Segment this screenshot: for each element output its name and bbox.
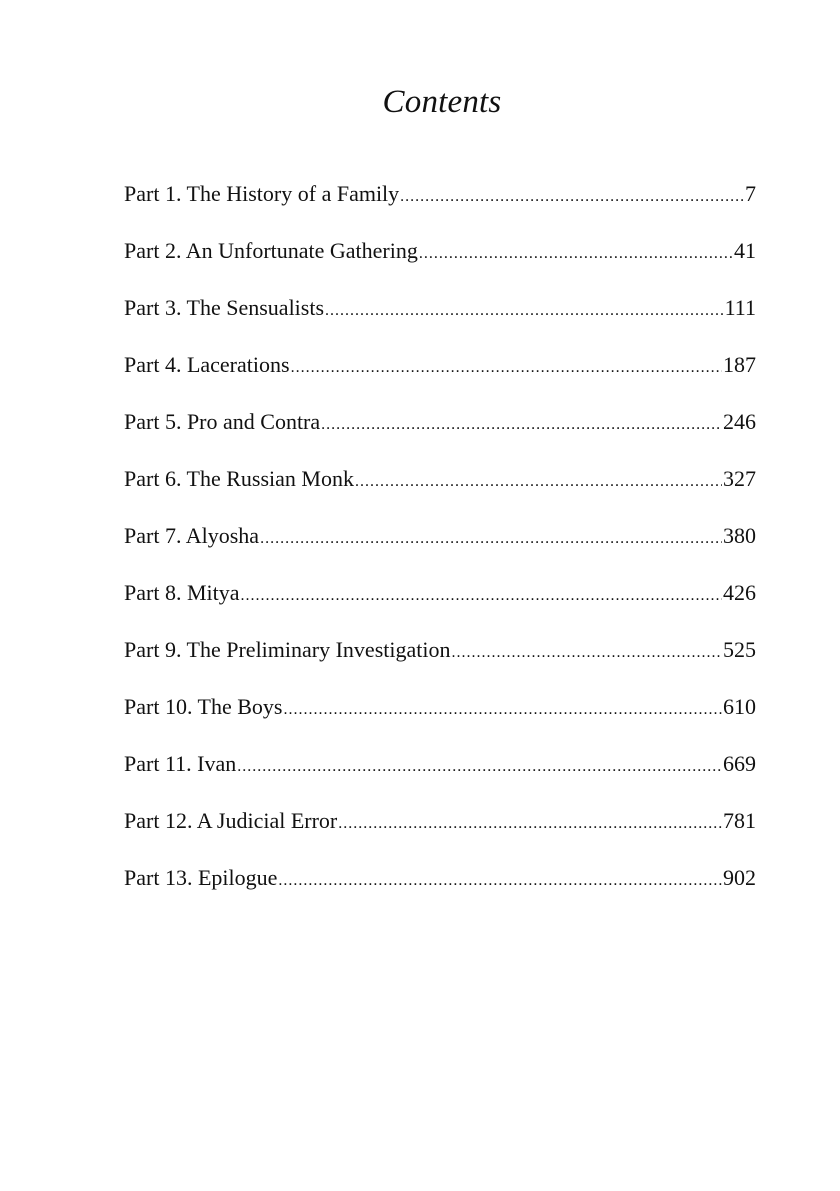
toc-entry-page: 7 [745,181,756,206]
dot-leader [355,463,722,501]
toc-entry-label: Part 3. The Sensualists [124,295,325,320]
dot-leader [260,520,722,558]
toc-entry-label: Part 9. The Preliminary Investigation [124,637,451,662]
toc-entry-page: 525 [723,637,756,662]
toc-entry [124,859,756,916]
toc-entry-label: Part 12. A Judicial Error [124,808,338,833]
toc-entry-label: Part 13. Epilogue [124,865,278,890]
toc-entry-label: Part 1. The History of a Family [124,181,400,206]
toc-entry-label: Part 2. An Unfortunate Gathering [124,238,418,263]
toc-entry-label: Part 10. The Boys [124,694,283,719]
toc-entry-label: Part 11. Ivan [124,751,237,776]
toc-entry-label: Part 7. Alyosha [124,523,260,548]
dot-leader [291,349,722,387]
dot-leader [325,292,724,330]
toc-entry [124,688,756,745]
dot-leader [321,406,722,444]
toc-entry-page: 781 [723,808,756,833]
toc-entry [124,403,756,460]
toc-entry [124,346,756,403]
toc-entry [124,574,756,631]
toc-entry [124,175,756,232]
toc-entry [124,232,756,289]
toc-entry [124,460,756,517]
toc-entry-label: Part 5. Pro and Contra [124,409,321,434]
toc-entry-page: 246 [723,409,756,434]
toc-entry-label: Part 6. The Russian Monk [124,466,354,491]
toc-entry [124,745,756,802]
toc-entry [124,802,756,859]
toc-entry-page: 327 [723,466,756,491]
toc-entry-page: 187 [723,352,756,377]
toc-entry [124,517,756,574]
table-of-contents [124,175,756,916]
dot-leader [338,805,722,843]
toc-entry-page: 669 [723,751,756,776]
toc-entry-page: 902 [723,865,756,890]
page-title: Contents [382,84,502,120]
toc-entry-page: 610 [723,694,756,719]
toc-entry-page: 41 [734,238,756,263]
toc-entry-label: Part 4. Lacerations [124,352,290,377]
toc-entry [124,289,756,346]
dot-leader [283,691,722,729]
toc-entry-page: 380 [723,523,756,548]
toc-entry-label: Part 8. Mitya [124,580,240,605]
dot-leader [278,862,722,900]
dot-leader [241,577,723,615]
dot-leader [419,235,733,273]
toc-entry-page: 111 [724,295,756,320]
dot-leader [400,178,744,216]
dot-leader [237,748,722,786]
toc-entry-page: 426 [723,580,756,605]
toc-entry [124,631,756,688]
dot-leader [451,634,722,672]
